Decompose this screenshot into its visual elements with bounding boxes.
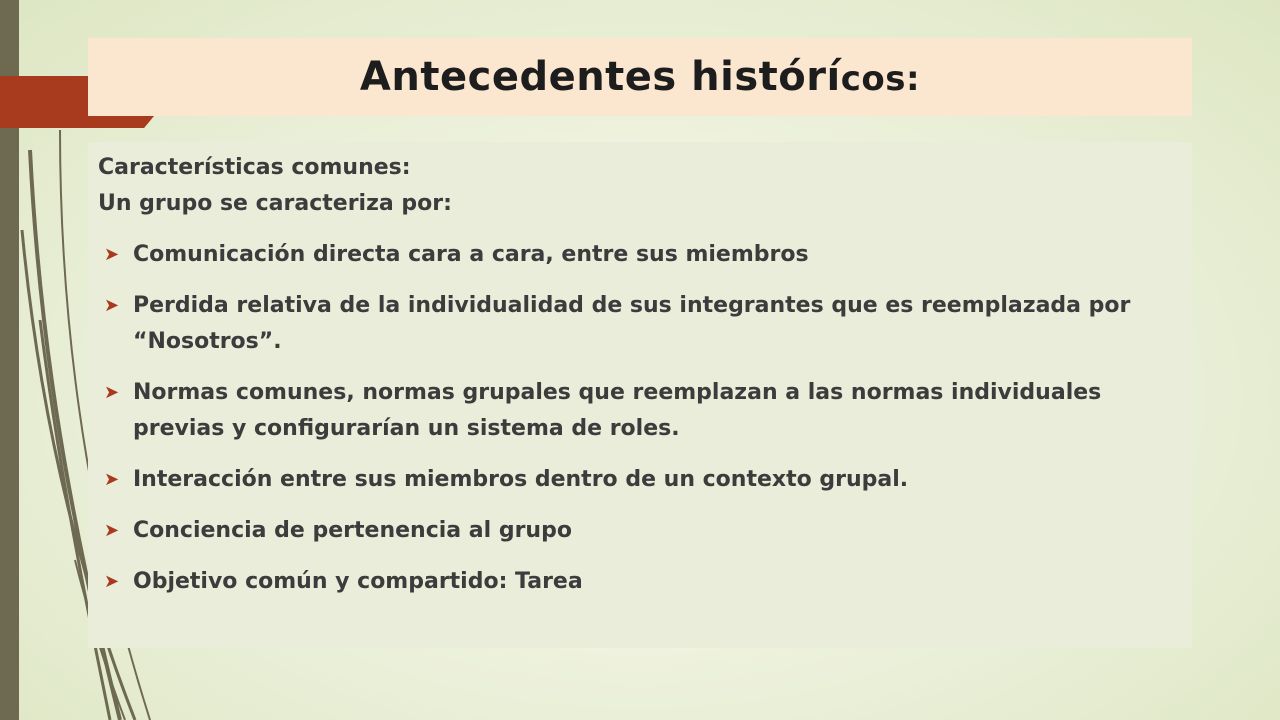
list-item-text: Conciencia de pertenencia al grupo bbox=[133, 518, 572, 543]
list-item bbox=[98, 237, 1172, 273]
list-item bbox=[98, 564, 1172, 600]
list-item bbox=[98, 462, 1172, 498]
subheading-characteristics: Características comunes: bbox=[98, 155, 411, 180]
list-item-text: Normas comunes, normas grupales que reemplazan a las normas individuales previas y configurarían un sistema de roles. bbox=[133, 380, 1102, 441]
content-panel bbox=[88, 142, 1192, 648]
arrow-right-icon: ➤ bbox=[104, 244, 120, 265]
title-accent-tail bbox=[88, 116, 154, 128]
slide-title-suffix: cos: bbox=[840, 59, 921, 99]
title-bar bbox=[88, 38, 1192, 116]
title-accent-block bbox=[0, 76, 88, 128]
list-item-text: Interacción entre sus miembros dentro de un contexto grupal. bbox=[133, 467, 909, 492]
characteristics-list bbox=[98, 237, 1172, 600]
slide-title bbox=[360, 54, 920, 100]
slide-title-main: Antecedentes histórí bbox=[359, 54, 841, 100]
list-item bbox=[98, 513, 1172, 549]
arrow-right-icon: ➤ bbox=[104, 571, 120, 592]
list-item-text: Comunicación directa cara a cara, entre sus miembros bbox=[133, 242, 809, 267]
arrow-right-icon: ➤ bbox=[104, 520, 120, 541]
arrow-right-icon: ➤ bbox=[104, 469, 120, 490]
subheading-group: Un grupo se caracteriza por: bbox=[98, 191, 452, 216]
list-item bbox=[98, 375, 1172, 447]
list-item-text: Objetivo común y compartido: Tarea bbox=[133, 569, 583, 594]
arrow-right-icon: ➤ bbox=[104, 295, 120, 316]
arrow-right-icon: ➤ bbox=[104, 382, 120, 403]
list-item-text: Perdida relativa de la individualidad de sus integrantes que es reemplazada por “Nosotros”. bbox=[133, 293, 1131, 354]
list-item bbox=[98, 288, 1172, 360]
